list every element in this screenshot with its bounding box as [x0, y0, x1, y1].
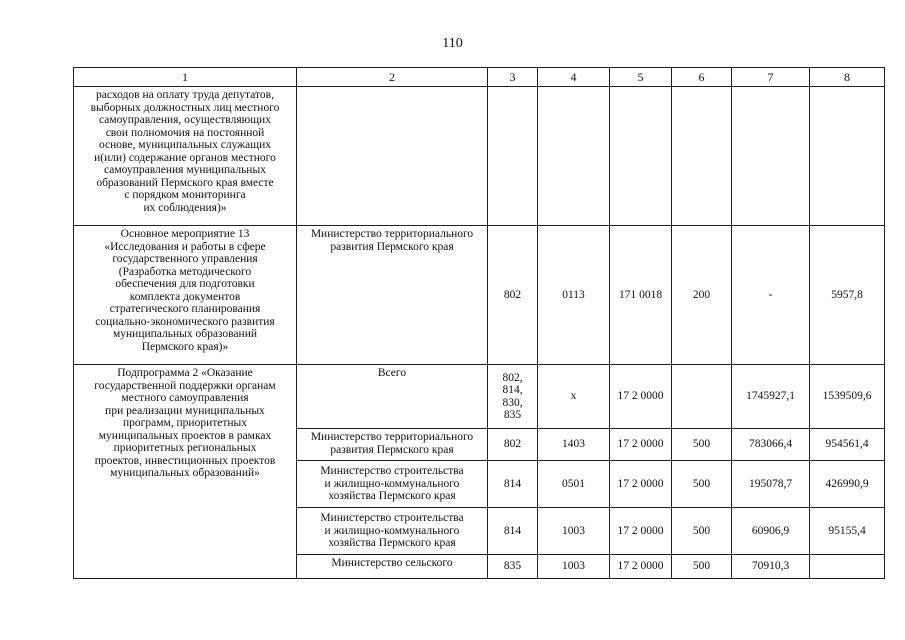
row-col-6: 500 [672, 508, 732, 555]
header-col-4: 4 [538, 68, 610, 87]
row-col-6 [672, 365, 732, 429]
row-col-3: 835 [488, 555, 538, 579]
row-col-8: 1539509,6 [810, 365, 885, 429]
row-col-6: 500 [672, 555, 732, 579]
header-col-1: 1 [74, 68, 297, 87]
row-col-6 [672, 87, 732, 226]
row-col-7: 195078,7 [732, 461, 810, 508]
row-col-5: 17 2 0000 [610, 365, 672, 429]
row-col-5: 17 2 0000 [610, 461, 672, 508]
row-col-3: 802 [488, 226, 538, 365]
row-col-7 [732, 87, 810, 226]
row-col-8: 426990,9 [810, 461, 885, 508]
row-col-3: 814 [488, 461, 538, 508]
header-col-6: 6 [672, 68, 732, 87]
row-col-8: 95155,4 [810, 508, 885, 555]
row-col-7: 70910,3 [732, 555, 810, 579]
row-col-3 [488, 87, 538, 226]
row-ministry: Министерство территориального развития Пермского края [297, 226, 488, 365]
row-col-6: 200 [672, 226, 732, 365]
header-col-5: 5 [610, 68, 672, 87]
header-col-3: 3 [488, 68, 538, 87]
row-col-4: 0501 [538, 461, 610, 508]
row-col-8: 954561,4 [810, 429, 885, 461]
row-col-4 [538, 87, 610, 226]
row-ministry: Всего [297, 365, 488, 429]
row-col-7: 60906,9 [732, 508, 810, 555]
row-col-4: 1403 [538, 429, 610, 461]
header-row [74, 68, 885, 87]
row-ministry: Министерство сельского [297, 555, 488, 579]
page-number: 110 [442, 36, 463, 51]
table-row [74, 226, 885, 365]
row-col-4: 0113 [538, 226, 610, 365]
row-col-7: 783066,4 [732, 429, 810, 461]
table-row [74, 365, 885, 429]
row-col-4: х [538, 365, 610, 429]
row-col-6: 500 [672, 461, 732, 508]
row-ministry: Министерство строительства и жилищно-коммунального хозяйства Пермского края [297, 508, 488, 555]
row-col-4: 1003 [538, 555, 610, 579]
row-col-8: 5957,8 [810, 226, 885, 365]
row-ministry: Министерство строительства и жилищно-коммунального хозяйства Пермского края [297, 461, 488, 508]
subprogram-description: Подпрограмма 2 «Оказание государственной поддержки органам местного самоуправления при реализации муниципальных программ, приоритетных муниципальных проектов в рамках приоритетных региональных проектов, инвестиционных проектов муниципальных образований» [74, 365, 297, 579]
row-description: расходов на оплату труда депутатов, выборных должностных лиц местного самоуправления, осуществляющих свои полномочия на постоянной основе, муниципальных служащих и(или) содержание органов местного самоуправления муниципальных образований Пермского края вместе с порядком мониторинга их соблюдения)» [74, 87, 297, 226]
row-description: Основное мероприятие 13 «Исследования и работы в сфере государственного управления (Разработка методического обеспечения для подготовки комплекта документов стратегического планирования социально-экономического развития муниципальных образований Пермского края)» [74, 226, 297, 365]
row-col-3: 802 [488, 429, 538, 461]
row-col-3: 802, 814, 830, 835 [488, 365, 538, 429]
row-ministry: Министерство территориального развития Пермского края [297, 429, 488, 461]
header-col-8: 8 [810, 68, 885, 87]
row-col-6: 500 [672, 429, 732, 461]
budget-table [73, 67, 885, 579]
row-col-7: 1745927,1 [732, 365, 810, 429]
row-col-3: 814 [488, 508, 538, 555]
row-col-8 [810, 87, 885, 226]
row-col-8 [810, 555, 885, 579]
row-col-5: 17 2 0000 [610, 429, 672, 461]
header-col-2: 2 [297, 68, 488, 87]
row-col-5: 17 2 0000 [610, 555, 672, 579]
header-col-7: 7 [732, 68, 810, 87]
row-col-4: 1003 [538, 508, 610, 555]
row-ministry [297, 87, 488, 226]
row-col-5: 17 2 0000 [610, 508, 672, 555]
table-row [74, 87, 885, 226]
row-col-5: 171 0018 [610, 226, 672, 365]
row-col-5 [610, 87, 672, 226]
row-col-7: - [732, 226, 810, 365]
